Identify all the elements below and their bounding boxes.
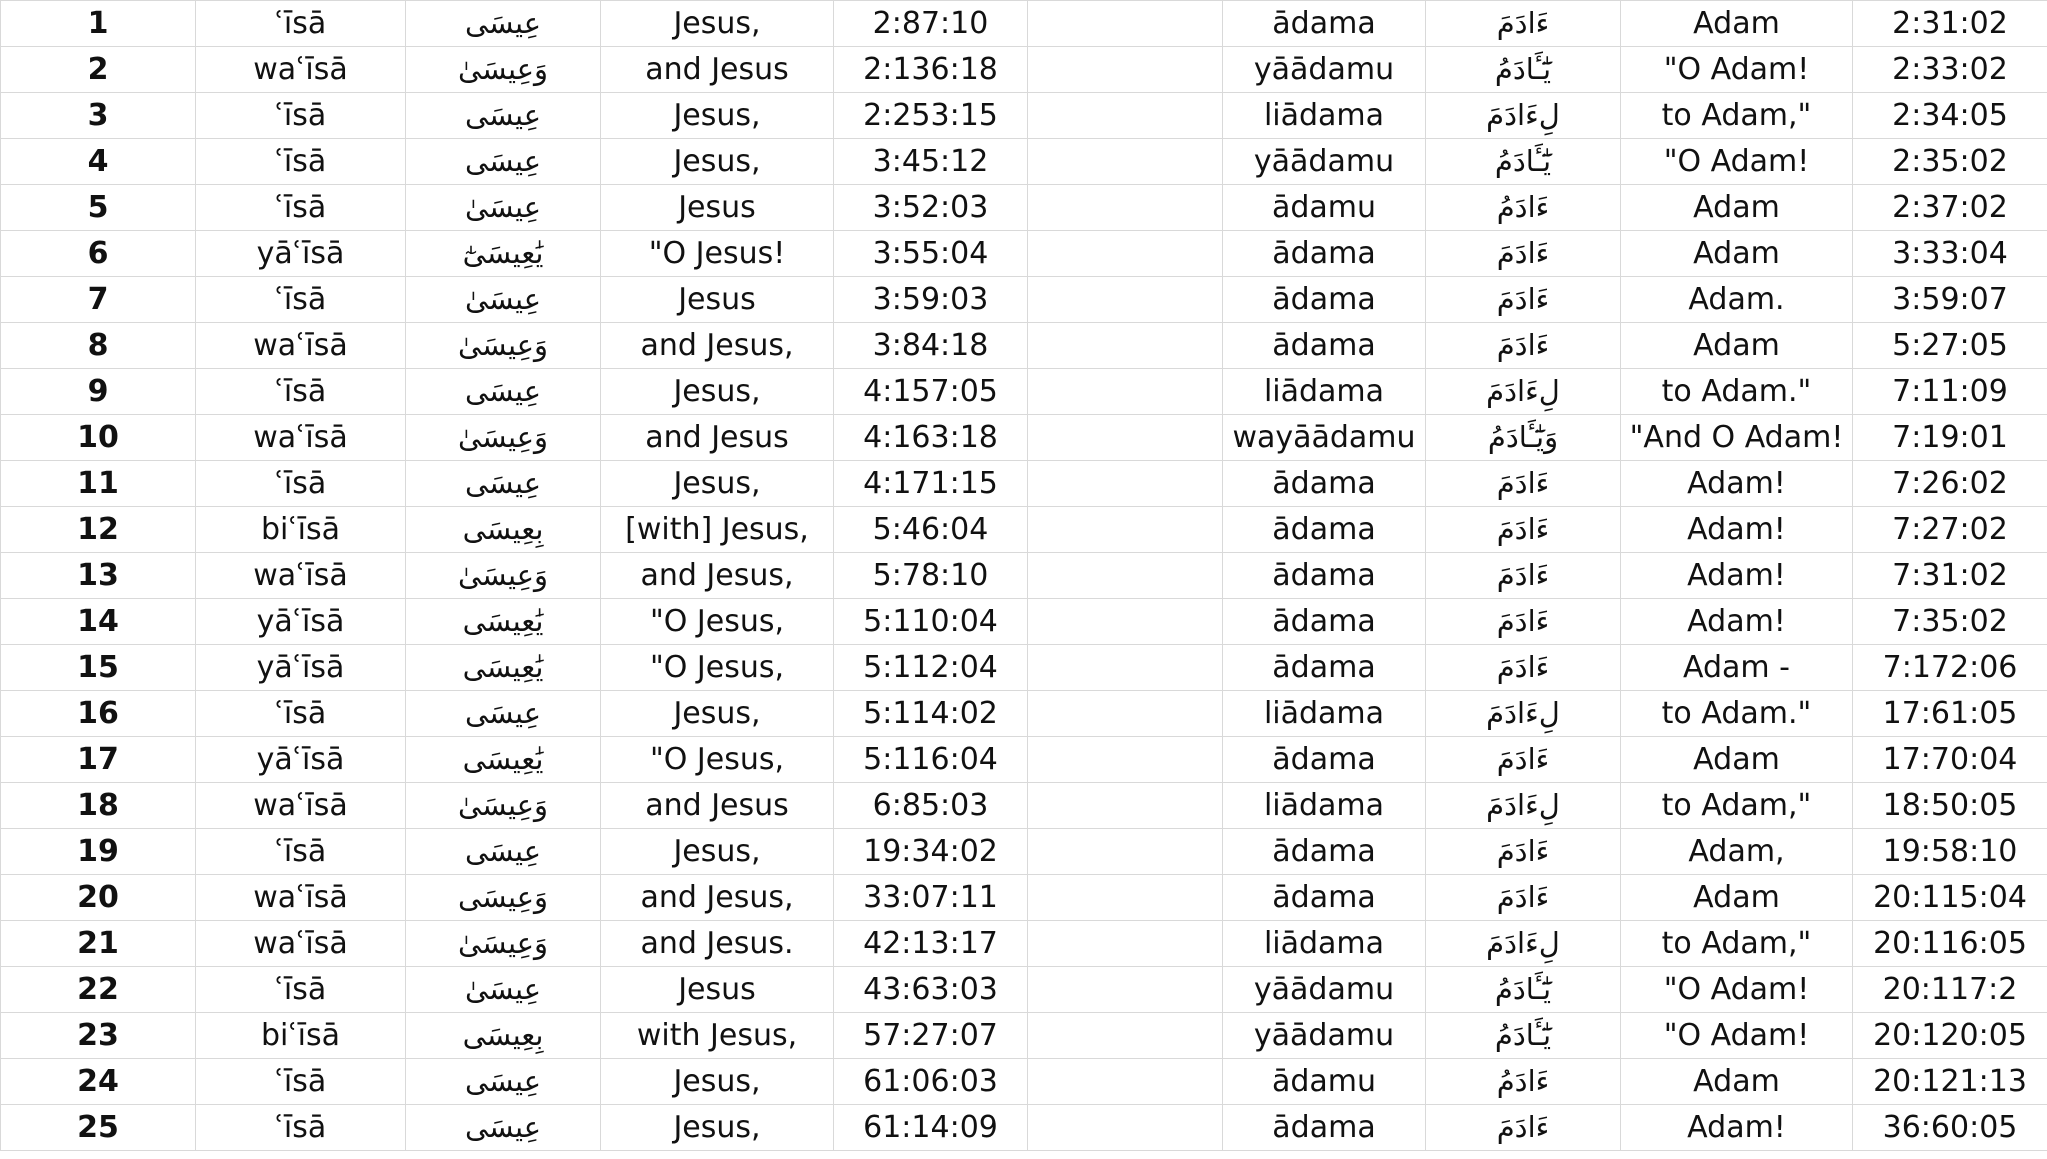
jesus-arabic-cell[interactable]: عِيسَىٰ: [406, 185, 601, 231]
adam-arabic-cell[interactable]: ءَادَمَ: [1426, 277, 1621, 323]
jesus-transliteration-cell[interactable]: ʿīsā: [196, 1, 406, 47]
adam-english-cell[interactable]: Adam!: [1621, 553, 1853, 599]
jesus-arabic-cell[interactable]: يَٰعِيسَى: [406, 737, 601, 783]
adam-reference-cell[interactable]: 20:121:13: [1853, 1059, 2047, 1105]
jesus-arabic-cell[interactable]: وَعِيسَىٰ: [406, 47, 601, 93]
jesus-transliteration-cell[interactable]: waʿīsā: [196, 553, 406, 599]
jesus-transliteration-cell[interactable]: waʿīsā: [196, 783, 406, 829]
jesus-transliteration-cell[interactable]: biʿīsā: [196, 507, 406, 553]
jesus-english-cell[interactable]: Jesus: [601, 277, 834, 323]
table-row: [1, 875, 2047, 921]
table-row: [1, 461, 2047, 507]
jesus-arabic-cell[interactable]: بِعِيسَى: [406, 1013, 601, 1059]
empty-separator-cell[interactable]: [1028, 323, 1223, 369]
table-row: [1, 1059, 2047, 1105]
empty-separator-cell[interactable]: [1028, 139, 1223, 185]
jesus-english-cell[interactable]: Jesus,: [601, 369, 834, 415]
empty-separator-cell[interactable]: [1028, 47, 1223, 93]
jesus-arabic-cell[interactable]: وَعِيسَىٰ: [406, 553, 601, 599]
empty-separator-cell[interactable]: [1028, 737, 1223, 783]
adam-arabic-cell[interactable]: ءَادَمَ: [1426, 323, 1621, 369]
empty-separator-cell[interactable]: [1028, 1059, 1223, 1105]
adam-transliteration-cell[interactable]: ādama: [1223, 829, 1426, 875]
row-number-cell[interactable]: 11: [1, 461, 196, 507]
jesus-arabic-cell[interactable]: وَعِيسَى: [406, 875, 601, 921]
table-row: [1, 277, 2047, 323]
adam-transliteration-cell[interactable]: liādama: [1223, 369, 1426, 415]
adam-arabic-cell[interactable]: ءَادَمَ: [1426, 737, 1621, 783]
jesus-english-cell[interactable]: Jesus,: [601, 461, 834, 507]
adam-english-cell[interactable]: to Adam,": [1621, 921, 1853, 967]
jesus-english-cell[interactable]: and Jesus,: [601, 875, 834, 921]
adam-reference-cell[interactable]: 2:34:05: [1853, 93, 2047, 139]
adam-arabic-cell[interactable]: يَٰٓـَٔادَمُ: [1426, 47, 1621, 93]
jesus-arabic-cell[interactable]: عِيسَى: [406, 369, 601, 415]
jesus-reference-cell[interactable]: 6:85:03: [834, 783, 1028, 829]
row-number-cell[interactable]: 17: [1, 737, 196, 783]
table-row: [1, 1, 2047, 47]
jesus-english-cell[interactable]: Jesus,: [601, 1105, 834, 1151]
jesus-transliteration-cell[interactable]: yāʿīsā: [196, 737, 406, 783]
adam-transliteration-cell[interactable]: ādama: [1223, 737, 1426, 783]
jesus-reference-cell[interactable]: 33:07:11: [834, 875, 1028, 921]
jesus-reference-cell[interactable]: 19:34:02: [834, 829, 1028, 875]
row-number-cell[interactable]: 7: [1, 277, 196, 323]
adam-english-cell[interactable]: Adam!: [1621, 507, 1853, 553]
jesus-reference-cell[interactable]: 5:116:04: [834, 737, 1028, 783]
jesus-transliteration-cell[interactable]: yāʿīsā: [196, 231, 406, 277]
jesus-transliteration-cell[interactable]: ʿīsā: [196, 1059, 406, 1105]
adam-reference-cell[interactable]: 20:116:05: [1853, 921, 2047, 967]
jesus-reference-cell[interactable]: 3:52:03: [834, 185, 1028, 231]
jesus-arabic-cell[interactable]: وَعِيسَىٰ: [406, 415, 601, 461]
jesus-transliteration-cell[interactable]: ʿīsā: [196, 277, 406, 323]
jesus-reference-cell[interactable]: 61:14:09: [834, 1105, 1028, 1151]
jesus-english-cell[interactable]: and Jesus,: [601, 553, 834, 599]
row-number-cell[interactable]: 20: [1, 875, 196, 921]
jesus-reference-cell[interactable]: 5:112:04: [834, 645, 1028, 691]
adam-transliteration-cell[interactable]: liādama: [1223, 691, 1426, 737]
jesus-arabic-cell[interactable]: عِيسَى: [406, 461, 601, 507]
row-number-cell[interactable]: 14: [1, 599, 196, 645]
jesus-transliteration-cell[interactable]: ʿīsā: [196, 93, 406, 139]
empty-separator-cell[interactable]: [1028, 507, 1223, 553]
adam-english-cell[interactable]: to Adam,": [1621, 93, 1853, 139]
adam-english-cell[interactable]: Adam!: [1621, 599, 1853, 645]
jesus-arabic-cell[interactable]: عِيسَى: [406, 691, 601, 737]
empty-separator-cell[interactable]: [1028, 921, 1223, 967]
adam-reference-cell[interactable]: 7:27:02: [1853, 507, 2047, 553]
adam-reference-cell[interactable]: 5:27:05: [1853, 323, 2047, 369]
table-row: [1, 1013, 2047, 1059]
adam-arabic-cell[interactable]: ءَادَمَ: [1426, 645, 1621, 691]
jesus-reference-cell[interactable]: 42:13:17: [834, 921, 1028, 967]
empty-separator-cell[interactable]: [1028, 829, 1223, 875]
row-number-cell[interactable]: 8: [1, 323, 196, 369]
adam-transliteration-cell[interactable]: yāādamu: [1223, 967, 1426, 1013]
adam-transliteration-cell[interactable]: yāādamu: [1223, 47, 1426, 93]
adam-arabic-cell[interactable]: ءَادَمَ: [1426, 829, 1621, 875]
adam-reference-cell[interactable]: 19:58:10: [1853, 829, 2047, 875]
adam-reference-cell[interactable]: 17:70:04: [1853, 737, 2047, 783]
adam-arabic-cell[interactable]: لِءَادَمَ: [1426, 783, 1621, 829]
adam-arabic-cell[interactable]: ءَادَمَ: [1426, 553, 1621, 599]
adam-english-cell[interactable]: "O Adam!: [1621, 47, 1853, 93]
adam-english-cell[interactable]: "And O Adam!: [1621, 415, 1853, 461]
jesus-english-cell[interactable]: and Jesus,: [601, 323, 834, 369]
adam-english-cell[interactable]: Adam: [1621, 323, 1853, 369]
adam-english-cell[interactable]: Adam: [1621, 185, 1853, 231]
jesus-transliteration-cell[interactable]: waʿīsā: [196, 47, 406, 93]
adam-arabic-cell[interactable]: ءَادَمَ: [1426, 875, 1621, 921]
table-row: [1, 645, 2047, 691]
jesus-reference-cell[interactable]: 43:63:03: [834, 967, 1028, 1013]
table-row: [1, 921, 2047, 967]
adam-transliteration-cell[interactable]: wayāādamu: [1223, 415, 1426, 461]
row-number-cell[interactable]: 18: [1, 783, 196, 829]
jesus-english-cell[interactable]: Jesus: [601, 967, 834, 1013]
adam-arabic-cell[interactable]: لِءَادَمَ: [1426, 691, 1621, 737]
jesus-arabic-cell[interactable]: عِيسَى: [406, 1059, 601, 1105]
adam-english-cell[interactable]: Adam.: [1621, 277, 1853, 323]
jesus-english-cell[interactable]: "O Jesus,: [601, 645, 834, 691]
table-row: [1, 139, 2047, 185]
empty-separator-cell[interactable]: [1028, 691, 1223, 737]
table-row: [1, 185, 2047, 231]
table-row: [1, 967, 2047, 1013]
row-number-cell[interactable]: 19: [1, 829, 196, 875]
jesus-english-cell[interactable]: Jesus,: [601, 691, 834, 737]
jesus-english-cell[interactable]: Jesus,: [601, 829, 834, 875]
adam-transliteration-cell[interactable]: ādama: [1223, 553, 1426, 599]
adam-reference-cell[interactable]: 3:59:07: [1853, 277, 2047, 323]
adam-arabic-cell[interactable]: ءَادَمُ: [1426, 185, 1621, 231]
jesus-english-cell[interactable]: and Jesus: [601, 415, 834, 461]
empty-separator-cell[interactable]: [1028, 783, 1223, 829]
row-number-cell[interactable]: 16: [1, 691, 196, 737]
jesus-english-cell[interactable]: Jesus,: [601, 1, 834, 47]
row-number-cell[interactable]: 3: [1, 93, 196, 139]
empty-separator-cell[interactable]: [1028, 415, 1223, 461]
jesus-english-cell[interactable]: Jesus,: [601, 1059, 834, 1105]
adam-english-cell[interactable]: Adam: [1621, 1, 1853, 47]
adam-reference-cell[interactable]: 7:172:06: [1853, 645, 2047, 691]
jesus-english-cell[interactable]: and Jesus.: [601, 921, 834, 967]
adam-english-cell[interactable]: "O Adam!: [1621, 139, 1853, 185]
empty-separator-cell[interactable]: [1028, 231, 1223, 277]
table-row: [1, 323, 2047, 369]
row-number-cell[interactable]: 21: [1, 921, 196, 967]
adam-transliteration-cell[interactable]: ādama: [1223, 277, 1426, 323]
table-row: [1, 553, 2047, 599]
adam-transliteration-cell[interactable]: ādama: [1223, 875, 1426, 921]
jesus-english-cell[interactable]: "O Jesus,: [601, 737, 834, 783]
jesus-reference-cell[interactable]: 57:27:07: [834, 1013, 1028, 1059]
adam-english-cell[interactable]: "O Adam!: [1621, 967, 1853, 1013]
table-row: [1, 1105, 2047, 1151]
empty-separator-cell[interactable]: [1028, 185, 1223, 231]
table-row: [1, 415, 2047, 461]
jesus-transliteration-cell[interactable]: yāʿīsā: [196, 645, 406, 691]
empty-separator-cell[interactable]: [1028, 93, 1223, 139]
jesus-transliteration-cell[interactable]: ʿīsā: [196, 967, 406, 1013]
jesus-reference-cell[interactable]: 61:06:03: [834, 1059, 1028, 1105]
adam-reference-cell[interactable]: 2:31:02: [1853, 1, 2047, 47]
jesus-transliteration-cell[interactable]: ʿīsā: [196, 829, 406, 875]
jesus-english-cell[interactable]: "O Jesus,: [601, 599, 834, 645]
adam-reference-cell[interactable]: 2:35:02: [1853, 139, 2047, 185]
empty-separator-cell[interactable]: [1028, 645, 1223, 691]
empty-separator-cell[interactable]: [1028, 1013, 1223, 1059]
adam-arabic-cell[interactable]: لِءَادَمَ: [1426, 93, 1621, 139]
adam-transliteration-cell[interactable]: ādamu: [1223, 1059, 1426, 1105]
jesus-arabic-cell[interactable]: وَعِيسَىٰ: [406, 783, 601, 829]
adam-arabic-cell[interactable]: ءَادَمَ: [1426, 231, 1621, 277]
adam-english-cell[interactable]: Adam: [1621, 231, 1853, 277]
row-number-cell[interactable]: 25: [1, 1105, 196, 1151]
jesus-transliteration-cell[interactable]: waʿīsā: [196, 323, 406, 369]
adam-transliteration-cell[interactable]: ādama: [1223, 231, 1426, 277]
adam-arabic-cell[interactable]: ءَادَمَ: [1426, 461, 1621, 507]
row-number-cell[interactable]: 4: [1, 139, 196, 185]
jesus-english-cell[interactable]: Jesus,: [601, 93, 834, 139]
jesus-arabic-cell[interactable]: يَٰعِيسَىٰٓ: [406, 231, 601, 277]
row-number-cell[interactable]: 1: [1, 1, 196, 47]
adam-arabic-cell[interactable]: يَٰٓـَٔادَمُ: [1426, 967, 1621, 1013]
jesus-arabic-cell[interactable]: عِيسَى: [406, 1105, 601, 1151]
jesus-reference-cell[interactable]: 3:84:18: [834, 323, 1028, 369]
jesus-arabic-cell[interactable]: عِيسَىٰ: [406, 277, 601, 323]
adam-arabic-cell[interactable]: ءَادَمَ: [1426, 1, 1621, 47]
adam-english-cell[interactable]: Adam!: [1621, 1105, 1853, 1151]
table-row: [1, 783, 2047, 829]
row-number-cell[interactable]: 23: [1, 1013, 196, 1059]
row-number-cell[interactable]: 6: [1, 231, 196, 277]
table-row: [1, 369, 2047, 415]
jesus-arabic-cell[interactable]: بِعِيسَى: [406, 507, 601, 553]
jesus-english-cell[interactable]: Jesus,: [601, 139, 834, 185]
adam-transliteration-cell[interactable]: ādama: [1223, 645, 1426, 691]
row-number-cell[interactable]: 24: [1, 1059, 196, 1105]
adam-transliteration-cell[interactable]: yāādamu: [1223, 1013, 1426, 1059]
jesus-reference-cell[interactable]: 2:87:10: [834, 1, 1028, 47]
jesus-english-cell[interactable]: [with] Jesus,: [601, 507, 834, 553]
jesus-arabic-cell[interactable]: وَعِيسَىٰ: [406, 323, 601, 369]
row-number-cell[interactable]: 10: [1, 415, 196, 461]
jesus-transliteration-cell[interactable]: ʿīsā: [196, 1105, 406, 1151]
adam-english-cell[interactable]: Adam: [1621, 737, 1853, 783]
adam-reference-cell[interactable]: 2:33:02: [1853, 47, 2047, 93]
adam-reference-cell[interactable]: 20:117:2: [1853, 967, 2047, 1013]
jesus-reference-cell[interactable]: 4:157:05: [834, 369, 1028, 415]
adam-arabic-cell[interactable]: لِءَادَمَ: [1426, 369, 1621, 415]
jesus-arabic-cell[interactable]: وَعِيسَىٰ: [406, 921, 601, 967]
adam-arabic-cell[interactable]: يَٰٓـَٔادَمُ: [1426, 139, 1621, 185]
empty-separator-cell[interactable]: [1028, 461, 1223, 507]
row-number-cell[interactable]: 5: [1, 185, 196, 231]
table-row: [1, 93, 2047, 139]
jesus-reference-cell[interactable]: 2:253:15: [834, 93, 1028, 139]
adam-english-cell[interactable]: Adam!: [1621, 461, 1853, 507]
empty-separator-cell[interactable]: [1028, 1, 1223, 47]
row-number-cell[interactable]: 22: [1, 967, 196, 1013]
jesus-reference-cell[interactable]: 5:110:04: [834, 599, 1028, 645]
jesus-reference-cell[interactable]: 3:45:12: [834, 139, 1028, 185]
adam-english-cell[interactable]: to Adam,": [1621, 783, 1853, 829]
jesus-transliteration-cell[interactable]: ʿīsā: [196, 139, 406, 185]
table-row: [1, 231, 2047, 277]
adam-reference-cell[interactable]: 20:115:04: [1853, 875, 2047, 921]
adam-transliteration-cell[interactable]: ādama: [1223, 507, 1426, 553]
adam-reference-cell[interactable]: 7:19:01: [1853, 415, 2047, 461]
adam-english-cell[interactable]: to Adam.": [1621, 691, 1853, 737]
adam-transliteration-cell[interactable]: ādama: [1223, 599, 1426, 645]
empty-separator-cell[interactable]: [1028, 967, 1223, 1013]
adam-english-cell[interactable]: Adam: [1621, 1059, 1853, 1105]
adam-reference-cell[interactable]: 7:11:09: [1853, 369, 2047, 415]
empty-separator-cell[interactable]: [1028, 277, 1223, 323]
empty-separator-cell[interactable]: [1028, 1105, 1223, 1151]
empty-separator-cell[interactable]: [1028, 875, 1223, 921]
adam-arabic-cell[interactable]: لِءَادَمَ: [1426, 921, 1621, 967]
adam-reference-cell[interactable]: 7:35:02: [1853, 599, 2047, 645]
table-row: [1, 691, 2047, 737]
empty-separator-cell[interactable]: [1028, 553, 1223, 599]
empty-separator-cell[interactable]: [1028, 369, 1223, 415]
jesus-transliteration-cell[interactable]: biʿīsā: [196, 1013, 406, 1059]
jesus-reference-cell[interactable]: 2:136:18: [834, 47, 1028, 93]
jesus-transliteration-cell[interactable]: waʿīsā: [196, 875, 406, 921]
jesus-reference-cell[interactable]: 4:163:18: [834, 415, 1028, 461]
adam-transliteration-cell[interactable]: ādama: [1223, 1, 1426, 47]
adam-transliteration-cell[interactable]: ādamu: [1223, 185, 1426, 231]
jesus-english-cell[interactable]: with Jesus,: [601, 1013, 834, 1059]
adam-transliteration-cell[interactable]: liādama: [1223, 783, 1426, 829]
adam-reference-cell[interactable]: 18:50:05: [1853, 783, 2047, 829]
adam-transliteration-cell[interactable]: liādama: [1223, 921, 1426, 967]
jesus-transliteration-cell[interactable]: ʿīsā: [196, 185, 406, 231]
adam-transliteration-cell[interactable]: liādama: [1223, 93, 1426, 139]
adam-transliteration-cell[interactable]: ādama: [1223, 323, 1426, 369]
adam-english-cell[interactable]: "O Adam!: [1621, 1013, 1853, 1059]
adam-transliteration-cell[interactable]: ādama: [1223, 1105, 1426, 1151]
jesus-arabic-cell[interactable]: عِيسَى: [406, 829, 601, 875]
row-number-cell[interactable]: 12: [1, 507, 196, 553]
jesus-arabic-cell[interactable]: يَٰعِيسَى: [406, 599, 601, 645]
adam-reference-cell[interactable]: 3:33:04: [1853, 231, 2047, 277]
jesus-reference-cell[interactable]: 4:171:15: [834, 461, 1028, 507]
adam-english-cell[interactable]: Adam,: [1621, 829, 1853, 875]
adam-reference-cell[interactable]: 7:26:02: [1853, 461, 2047, 507]
adam-reference-cell[interactable]: 2:37:02: [1853, 185, 2047, 231]
row-number-cell[interactable]: 2: [1, 47, 196, 93]
table-row: [1, 507, 2047, 553]
adam-english-cell[interactable]: Adam: [1621, 875, 1853, 921]
jesus-reference-cell[interactable]: 5:114:02: [834, 691, 1028, 737]
jesus-english-cell[interactable]: and Jesus: [601, 47, 834, 93]
jesus-reference-cell[interactable]: 5:46:04: [834, 507, 1028, 553]
jesus-arabic-cell[interactable]: عِيسَى: [406, 1, 601, 47]
jesus-arabic-cell[interactable]: عِيسَى: [406, 139, 601, 185]
jesus-reference-cell[interactable]: 3:59:03: [834, 277, 1028, 323]
adam-reference-cell[interactable]: 7:31:02: [1853, 553, 2047, 599]
adam-english-cell[interactable]: to Adam.": [1621, 369, 1853, 415]
adam-arabic-cell[interactable]: ءَادَمَ: [1426, 507, 1621, 553]
adam-arabic-cell[interactable]: يَٰٓـَٔادَمُ: [1426, 1013, 1621, 1059]
row-number-cell[interactable]: 15: [1, 645, 196, 691]
empty-separator-cell[interactable]: [1028, 599, 1223, 645]
adam-reference-cell[interactable]: 36:60:05: [1853, 1105, 2047, 1151]
jesus-arabic-cell[interactable]: عِيسَىٰ: [406, 967, 601, 1013]
table-row: [1, 829, 2047, 875]
adam-reference-cell[interactable]: 20:120:05: [1853, 1013, 2047, 1059]
jesus-arabic-cell[interactable]: عِيسَى: [406, 93, 601, 139]
jesus-english-cell[interactable]: "O Jesus!: [601, 231, 834, 277]
table-row: [1, 737, 2047, 783]
adam-arabic-cell[interactable]: ءَادَمَ: [1426, 1105, 1621, 1151]
adam-arabic-cell[interactable]: وَيَٰٓـَٔادَمُ: [1426, 415, 1621, 461]
jesus-transliteration-cell[interactable]: yāʿīsā: [196, 599, 406, 645]
adam-arabic-cell[interactable]: ءَادَمُ: [1426, 1059, 1621, 1105]
jesus-transliteration-cell[interactable]: waʿīsā: [196, 415, 406, 461]
jesus-english-cell[interactable]: Jesus: [601, 185, 834, 231]
jesus-transliteration-cell[interactable]: ʿīsā: [196, 461, 406, 507]
jesus-transliteration-cell[interactable]: ʿīsā: [196, 691, 406, 737]
adam-transliteration-cell[interactable]: ādama: [1223, 461, 1426, 507]
table-row: [1, 599, 2047, 645]
jesus-arabic-cell[interactable]: يَٰعِيسَى: [406, 645, 601, 691]
table-row: [1, 47, 2047, 93]
row-number-cell[interactable]: 9: [1, 369, 196, 415]
jesus-reference-cell[interactable]: 3:55:04: [834, 231, 1028, 277]
adam-reference-cell[interactable]: 17:61:05: [1853, 691, 2047, 737]
adam-transliteration-cell[interactable]: yāādamu: [1223, 139, 1426, 185]
row-number-cell[interactable]: 13: [1, 553, 196, 599]
jesus-reference-cell[interactable]: 5:78:10: [834, 553, 1028, 599]
jesus-transliteration-cell[interactable]: ʿīsā: [196, 369, 406, 415]
jesus-english-cell[interactable]: and Jesus: [601, 783, 834, 829]
jesus-transliteration-cell[interactable]: waʿīsā: [196, 921, 406, 967]
adam-arabic-cell[interactable]: ءَادَمَ: [1426, 599, 1621, 645]
adam-english-cell[interactable]: Adam -: [1621, 645, 1853, 691]
